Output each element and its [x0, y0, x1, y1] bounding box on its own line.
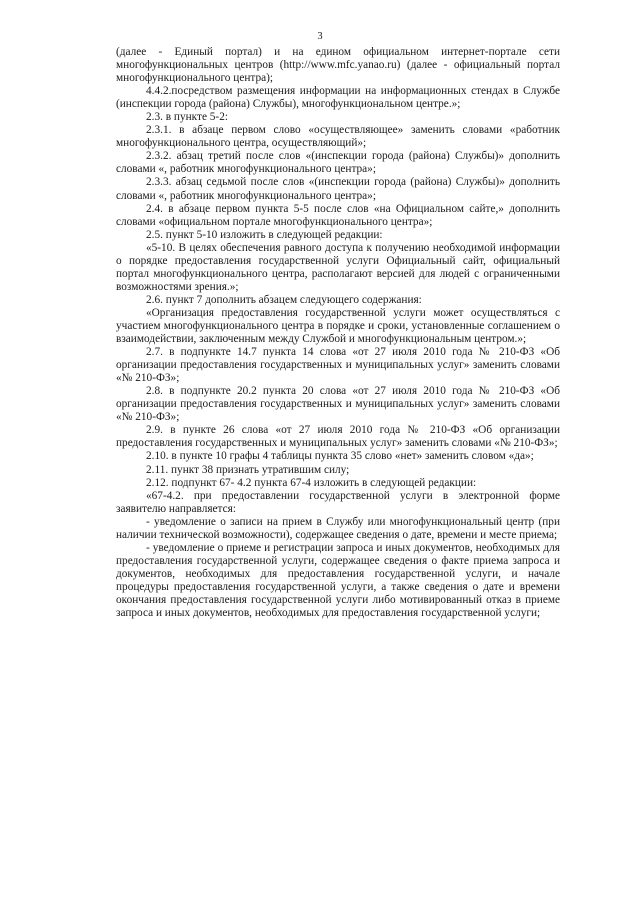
paragraph: «67-4.2. при предоставлении государственной услуги в электронной форме заявителю направляется:: [116, 489, 560, 515]
paragraph: 2.3.3. абзац седьмой после слов «(инспекции города (района) Службы)» дополнить словами «, работник многофункционального центра»;: [116, 176, 560, 202]
paragraph: 2.6. пункт 7 дополнить абзацем следующего содержания:: [146, 293, 422, 306]
paragraph: 2.11. пункт 38 признать утратившим силу;: [146, 463, 350, 476]
paragraph: - уведомление о приеме и регистрации запроса и иных документов, необходимых для предоставления государственной услуги, содержащее сведения о факте приема запроса и документов, необходимых для предоставления государственной услуги, и начале процедуры предоставления государственной услуги, а также сведения о дате и времени окончания предоставления государственной услуги либо мотивированный отказ в приеме запроса и иных документов, необходимых для предоставления государственной услуги;: [116, 541, 560, 620]
paragraph: 2.10. в пункте 10 графы 4 таблицы пункта 35 слово «нет» заменить словом «да»;: [146, 450, 534, 463]
paragraph: 2.9. в пункте 26 слова «от 27 июля 2010 года № 210-ФЗ «Об организации предоставления государственных и муниципальных услуг» заменить словами «№ 210-ФЗ»;: [116, 424, 560, 450]
paragraph: 2.3.2. абзац третий после слов «(инспекции города (района) Службы)» дополнить словами «, работник многофункционального центра»;: [116, 150, 560, 176]
paragraph: 2.3. в пункте 5-2:: [146, 111, 228, 124]
page-number: 3: [317, 31, 323, 42]
paragraph: (далее - Единый портал) и на едином официальном интернет-портале сети многофункциональных центров (http://www.mfc.yanao.ru) (далее - официальный портал многофункционального центра);: [116, 46, 560, 85]
paragraph: 2.5. пункт 5-10 изложить в следующей редакции:: [146, 228, 383, 241]
paragraph: - уведомление о записи на прием в Службу или многофункциональный центр (при наличии технической возможности), содержащее сведения о дате, времени и месте приема;: [116, 515, 560, 541]
paragraph: 4.4.2.посредством размещения информации на информационных стендах в Службе (инспекции города (района) Службы), многофункциональном центре.»;: [116, 85, 560, 111]
paragraph: «5-10. В целях обеспечения равного доступа к получению необходимой информации о порядке предоставления государственной услуги Официальный сайт, официальный портал многофункционального центра, располагают версией для людей с ограниченными возможностями зрения.»;: [116, 241, 560, 293]
paragraph: 2.12. подпункт 67- 4.2 пункта 67-4 изложить в следующей редакции:: [146, 476, 477, 489]
paragraph: 2.3.1. в абзаце первом слово «осуществляющее» заменить словами «работник многофункционального центра, осуществляющий»;: [116, 124, 560, 150]
paragraph: 2.8. в подпункте 20.2 пункта 20 слова «от 27 июля 2010 года № 210-ФЗ «Об организации предоставления государственных и муниципальных услуг» заменить словами «№ 210-ФЗ»;: [116, 385, 560, 424]
paragraph: 2.4. в абзаце первом пункта 5-5 после слов «на Официальном сайте,» дополнить словами «официальном портале многофункционального центра»;: [116, 202, 560, 228]
paragraph: 2.7. в подпункте 14.7 пункта 14 слова «от 27 июля 2010 года № 210-ФЗ «Об организации предоставления государственных и муниципальных услуг» заменить словами «№ 210-ФЗ»;: [116, 346, 560, 385]
document-body: [116, 46, 560, 620]
paragraph: «Организация предоставления государственной услуги может осуществляться с участием многофункционального центра в порядке и сроки, установленные соглашением о взаимодействии, заключенным между Службой и многофункциональным центром.»;: [116, 306, 560, 346]
